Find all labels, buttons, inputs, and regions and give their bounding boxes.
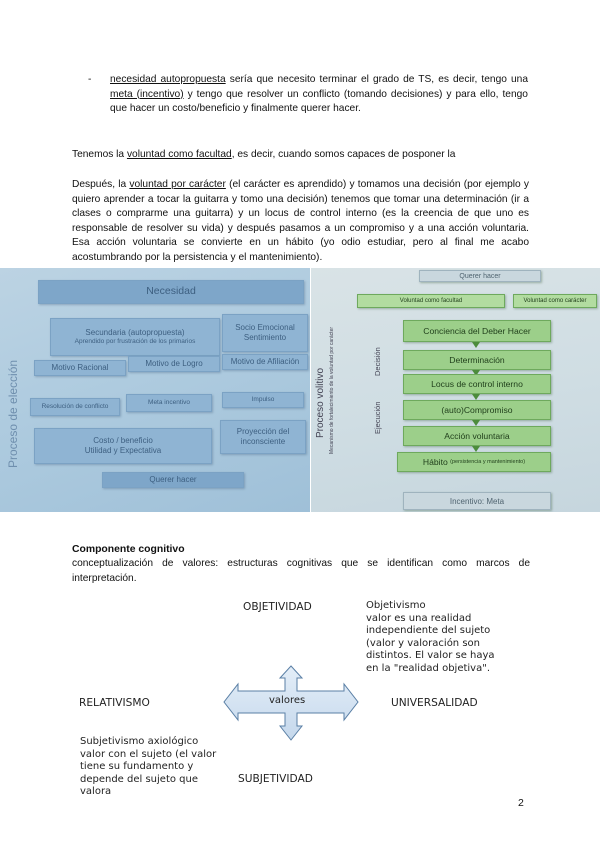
label-objetividad: OBJETIVIDAD: [243, 601, 312, 613]
voluntad-text-2: , es decir, cuando somos capaces de posponer la: [231, 149, 456, 160]
label-subjetividad: SUBJETIVIDAD: [238, 773, 313, 785]
despues-text-1: Después, la: [72, 179, 130, 190]
box-secundaria: [50, 318, 220, 356]
label-decision: Decisión: [373, 347, 382, 376]
box-motivo-afiliacion: Motivo de Afiliación: [222, 354, 308, 370]
despues-paragraph: [72, 178, 529, 266]
note-subjetivismo: Subjetivismo axiológico valor con el sujeto (el valor tiene su fundamento y depende del sujeto que valora: [80, 736, 217, 798]
box-motivo-logro: Motivo de Logro: [128, 356, 220, 372]
arrow-1: [472, 342, 480, 348]
note-objetivismo: Objetivismo valor es una realidad independiente del sujeto (valor y valoración son distintos. El valor se haya en la "realidad objetiva".: [366, 600, 495, 674]
term-meta-incentivo: meta (incentivo): [110, 88, 184, 100]
bullet-paragraph: [88, 73, 528, 117]
label-proceso-eleccion: Proceso de elección: [6, 359, 20, 468]
box-socio-emocional: [222, 314, 308, 352]
photo-proceso-eleccion: [0, 268, 310, 512]
box-voluntad-caracter: Voluntad como carácter: [513, 294, 597, 308]
costo-label: Costo / beneficio: [93, 436, 153, 445]
box-querer-hacer-top: Querer hacer: [419, 270, 541, 282]
photo-proceso-volitivo: [311, 268, 600, 512]
box-meta-incentivo: Meta incentivo: [126, 394, 212, 412]
voluntad-text-1: Tenemos la: [72, 149, 127, 160]
box-conciencia: Conciencia del Deber Hacer: [403, 320, 551, 342]
box-motivo-racional: Motivo Racional: [34, 360, 126, 376]
componente-text: conceptualización de valores: estructuras cognitivas que se identifican como marcos de interpretación.: [72, 558, 530, 584]
bullet-text-2: y tengo que resolver un conflicto (tomando decisiones) y para ello, tengo que hacer un costo/beneficio y finalmente querer hacer.: [110, 88, 528, 115]
label-universalidad: UNIVERSALIDAD: [391, 697, 478, 709]
page-number: 2: [518, 797, 524, 809]
socio-label: Socio Emocional: [235, 323, 295, 332]
box-necesidad: Necesidad: [38, 280, 304, 304]
label-proceso-volitivo: Proceso volitivo: [315, 367, 326, 438]
label-relativismo: RELATIVISMO: [79, 697, 150, 709]
box-incentivo-meta: Incentivo: Meta: [403, 492, 551, 510]
sentimiento-label: Sentimiento: [243, 333, 287, 342]
label-mecanismo: Mecanismo de fortalecimiento de la voluntad por carácter: [329, 326, 335, 454]
voluntad-paragraph: [72, 148, 532, 163]
box-impulso: Impulso: [222, 392, 304, 408]
term-voluntad-facultad: voluntad como facultad: [126, 149, 232, 160]
box-querer-hacer: Querer hacer: [102, 472, 244, 488]
box-accion: Acción voluntaria: [403, 426, 551, 446]
term-necesidad-autopropuesta: necesidad autopropuesta: [110, 74, 226, 85]
habito-sub: (persistencia y mantenimiento): [450, 459, 526, 465]
bullet-dash: -: [88, 74, 92, 85]
bullet-text-1: sería que necesito terminar el grado de TS, es decir, tengo una: [225, 74, 528, 85]
componente-title: Componente cognitivo: [72, 544, 185, 555]
term-voluntad-caracter: voluntad por carácter: [129, 179, 226, 190]
box-voluntad-facultad: Voluntad como facultad: [357, 294, 505, 308]
despues-text-2: (el carácter es aprendido) y tomamos una decisión (por ejemplo y quiero aprender a tocar la guitarra y tomo una decisión) tenemos que tomar una determinación (ir a clases o comprarme una guitarra) y un locus de control interno (es la creencia de que uno es responsable de resolver su vida) y después pasamos a un compromiso y a una acción voluntaria. Esa acción voluntaria se convierte en un hábito (yo odio estudiar, pero al final me acabo acostumbrando por la persistencia y el mantenimiento).: [72, 179, 529, 263]
costo-sub: Utilidad y Expectativa: [84, 446, 162, 455]
box-habito: [397, 452, 551, 472]
secundaria-label: Secundaria (autopropuesta): [85, 327, 185, 337]
label-ejecucion: Ejecución: [373, 401, 382, 434]
box-proyeccion: Proyección del inconsciente: [220, 420, 306, 454]
label-valores: valores: [269, 695, 306, 706]
secundaria-sub: Aprendido por frustración de los primarios: [74, 337, 196, 345]
box-determinacion: Determinación: [403, 350, 551, 370]
box-costo-beneficio: [34, 428, 212, 464]
box-compromiso: (auto)Compromiso: [403, 400, 551, 420]
box-locus: Locus de control interno: [403, 374, 551, 394]
box-resolucion-conflicto: Resolución de conflicto: [30, 398, 120, 416]
habito-label: Hábito: [422, 457, 448, 467]
